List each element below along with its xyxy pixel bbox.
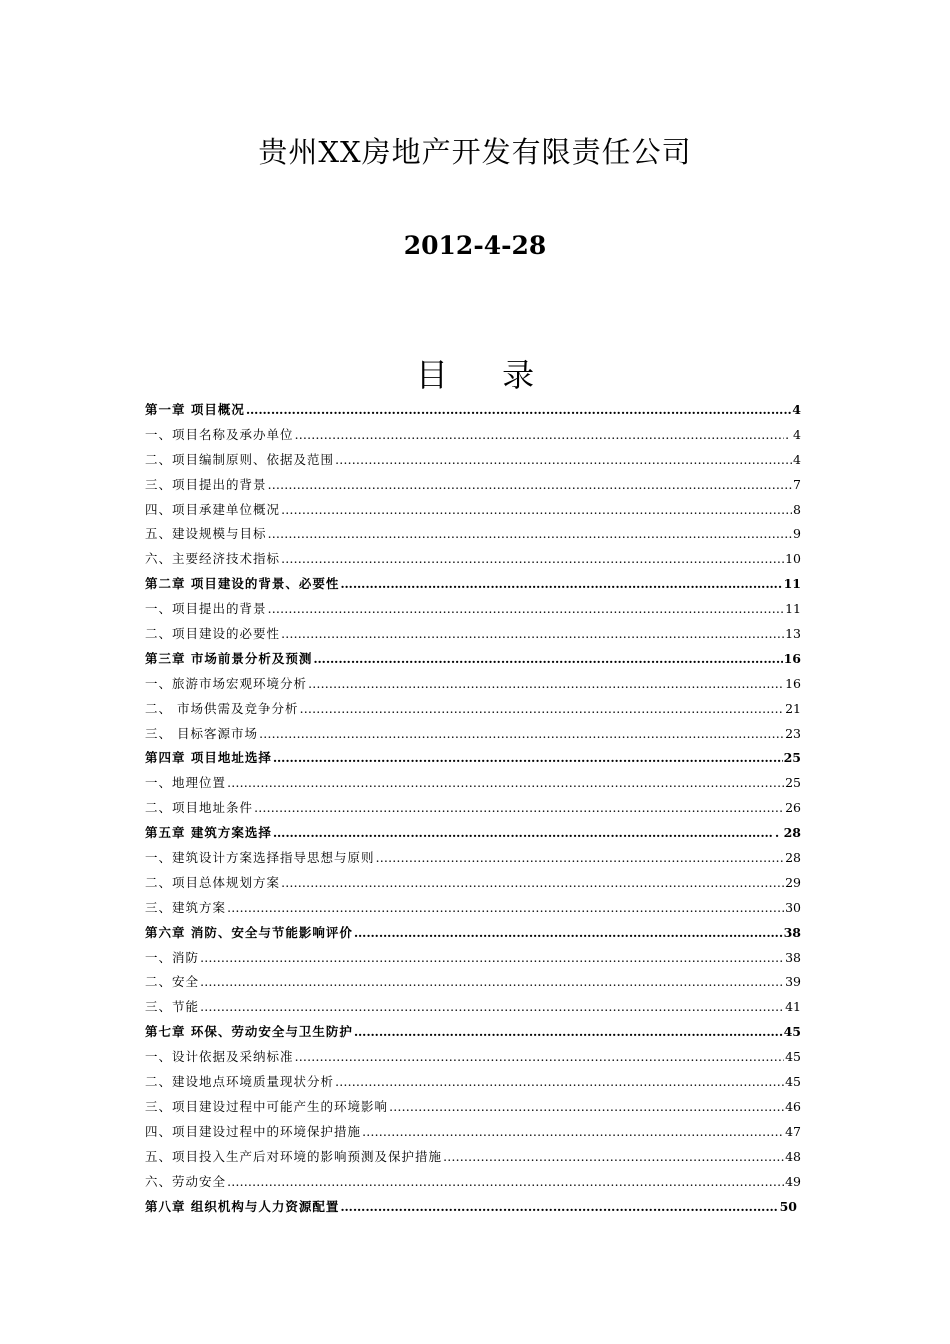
toc-section-entry[interactable] [145, 846, 801, 871]
toc-entry-label: 三、节能 [145, 999, 200, 1015]
toc-dot-leader [313, 647, 782, 672]
toc-dot-leader [389, 1095, 784, 1120]
toc-section-entry[interactable] [145, 522, 801, 547]
toc-section-entry[interactable] [145, 1070, 801, 1095]
toc-entry-label: 一、项目提出的背景 [145, 601, 267, 617]
toc-entry-label: 第七章 环保、劳动安全与卫生防护 [145, 1024, 353, 1040]
toc-entry-page-number: 45 [785, 1074, 801, 1090]
toc-entry-label: 三、建筑方案 [145, 899, 227, 915]
toc-section-entry[interactable] [145, 672, 801, 697]
toc-entry-label: 三、 目标客源市场 [145, 725, 258, 741]
toc-dot-leader [227, 1170, 784, 1195]
toc-section-entry[interactable] [145, 946, 801, 971]
toc-entry-page-number: 16 [783, 650, 801, 666]
toc-entry-label: 第八章 组织机构与人力资源配置 [145, 1198, 340, 1214]
toc-entry-page-number: 45 [785, 1049, 801, 1065]
document-date: 2012-4-28 [403, 231, 547, 260]
toc-dot-leader [340, 1195, 778, 1220]
toc-section-entry[interactable] [145, 597, 801, 622]
toc-dot-leader [308, 672, 784, 697]
toc-entry-label: 第六章 消防、安全与节能影响评价 [145, 924, 353, 940]
toc-dot-leader [259, 722, 784, 747]
toc-entry-label: 六、主要经济技术指标 [145, 551, 281, 567]
toc-entry-page-number: 48 [785, 1148, 801, 1164]
toc-chapter-entry[interactable] [145, 821, 801, 846]
toc-entry-label: 一、地理位置 [145, 775, 227, 791]
toc-dot-leader [200, 946, 784, 971]
toc-section-entry[interactable] [145, 498, 801, 523]
toc-dot-leader [295, 423, 785, 448]
toc-entry-page-number: 4 [793, 451, 801, 467]
toc-dot-leader [340, 572, 782, 597]
toc-dot-leader [200, 995, 784, 1020]
toc-entry-page-number: 10 [785, 551, 801, 567]
toc-section-entry[interactable] [145, 1120, 801, 1145]
toc-dot-leader [273, 746, 783, 771]
toc-section-entry[interactable] [145, 547, 801, 572]
toc-dot-leader [273, 821, 774, 846]
toc-dot-leader [227, 896, 784, 921]
toc-entry-label: 第三章 市场前景分析及预测 [145, 650, 313, 666]
toc-entry-page-number: 25 [783, 750, 801, 766]
toc-dot-leader [335, 448, 792, 473]
toc-chapter-entry[interactable] [145, 1020, 801, 1045]
toc-chapter-entry[interactable] [145, 398, 801, 423]
toc-entry-label: 第四章 项目地址选择 [145, 750, 272, 766]
toc-entry-label: 一、项目名称及承办单位 [145, 426, 294, 442]
toc-entry-page-number: 21 [785, 700, 801, 716]
toc-entry-label: 五、项目投入生产后对环境的影响预测及保护措施 [145, 1148, 443, 1164]
toc-entry-page-number: 47 [785, 1123, 801, 1139]
toc-dot-leader [376, 846, 785, 871]
toc-section-entry[interactable] [145, 796, 801, 821]
toc-dot-leader [200, 970, 784, 995]
toc-entry-label: 二、安全 [145, 974, 200, 990]
toc-entry-page-number: 30 [785, 899, 801, 915]
toc-entry-label: 三、项目建设过程中可能产生的环境影响 [145, 1098, 389, 1114]
toc-dot-leader [254, 796, 784, 821]
toc-entry-page-number: 11 [783, 576, 801, 592]
toc-section-entry[interactable] [145, 1045, 801, 1070]
toc-entry-label: 三、项目提出的背景 [145, 476, 267, 492]
toc-entry-page-number: 49 [785, 1173, 801, 1189]
toc-entry-page-number: 13 [785, 626, 801, 642]
toc-entry-label: 一、旅游市场宏观环境分析 [145, 675, 308, 691]
toc-dot-leader [268, 473, 793, 498]
toc-chapter-entry[interactable] [145, 1195, 797, 1220]
company-title: 贵州XX房地产开发有限责任公司 [258, 135, 692, 169]
toc-entry-page-number: 16 [785, 675, 801, 691]
toc-entry-page-number: 28 [785, 850, 801, 866]
toc-dot-leader [354, 921, 783, 946]
toc-section-entry[interactable] [145, 970, 801, 995]
toc-entry-label: 四、项目建设过程中的环境保护措施 [145, 1123, 362, 1139]
toc-section-entry[interactable] [145, 1145, 801, 1170]
toc-section-entry[interactable] [145, 722, 801, 747]
toc-dot-leader [227, 771, 784, 796]
toc-entry-label: 二、建设地点环境质量现状分析 [145, 1074, 335, 1090]
toc-dot-leader [295, 1045, 785, 1070]
toc-section-entry[interactable] [145, 995, 801, 1020]
toc-entry-page-number: 11 [785, 601, 801, 617]
toc-entry-page-number: 41 [785, 999, 801, 1015]
toc-entry-label: 第五章 建筑方案选择 [145, 825, 272, 841]
toc-entry-label: 一、设计依据及采纳标准 [145, 1049, 294, 1065]
toc-entry-label: 五、建设规模与目标 [145, 526, 267, 542]
toc-dot-leader [299, 697, 784, 722]
toc-dot-leader [281, 871, 784, 896]
toc-entry-label: 二、项目建设的必要性 [145, 626, 281, 642]
toc-entry-page-number: 38 [783, 924, 801, 940]
toc-entry-label: 二、 市场供需及竞争分析 [145, 700, 299, 716]
toc-entry-page-number: 26 [785, 800, 801, 816]
toc-dot-leader [335, 1070, 784, 1095]
toc-entry-page-number: 45 [783, 1024, 801, 1040]
toc-entry-page-number: 29 [785, 874, 801, 890]
toc-dot-leader [268, 522, 793, 547]
toc-dot-leader [281, 498, 792, 523]
toc-entry-label: 六、劳动安全 [145, 1173, 227, 1189]
toc-entry-label: 四、项目承建单位概况 [145, 501, 281, 517]
toc-dot-leader [246, 398, 791, 423]
toc-entry-label: 二、项目编制原则、依据及范围 [145, 451, 335, 467]
toc-entry-page-number: 50 [779, 1198, 797, 1214]
toc-dot-leader [362, 1120, 784, 1145]
toc-heading: 目 录 [415, 356, 557, 394]
toc-entry-label: 二、项目地址条件 [145, 800, 254, 816]
toc-entry-label: 第一章 项目概况 [145, 402, 245, 417]
toc-chapter-entry[interactable] [145, 572, 801, 597]
toc-section-entry[interactable] [145, 771, 801, 796]
toc-dot-leader [443, 1145, 784, 1170]
toc-section-entry[interactable] [145, 473, 801, 498]
toc-dot-leader [268, 597, 785, 622]
toc-entry-page-number: 39 [785, 974, 801, 990]
toc-section-entry[interactable] [145, 871, 801, 896]
table-of-contents [145, 398, 801, 1219]
toc-chapter-entry[interactable] [145, 921, 801, 946]
toc-entry-label: 二、项目总体规划方案 [145, 874, 281, 890]
toc-section-entry[interactable] [145, 622, 801, 647]
toc-entry-page-number: 25 [785, 775, 801, 791]
toc-dot-leader [354, 1020, 783, 1045]
toc-entry-page-number: 4 [792, 402, 801, 417]
toc-chapter-entry[interactable] [145, 746, 801, 771]
toc-entry-label: 一、消防 [145, 949, 200, 965]
toc-entry-page-number: 7 [793, 476, 801, 492]
toc-chapter-entry[interactable] [145, 647, 801, 672]
toc-entry-page-number: 9 [793, 526, 801, 542]
toc-entry-page-number: 38 [785, 949, 801, 965]
toc-entry-page-number: . 4 [785, 426, 801, 442]
toc-entry-page-number: 8 [793, 501, 801, 517]
toc-entry-page-number: 46 [785, 1098, 801, 1114]
toc-entry-page-number: . 28 [774, 825, 801, 841]
toc-section-entry[interactable] [145, 1170, 801, 1195]
toc-dot-leader [281, 622, 784, 647]
toc-section-entry[interactable] [145, 448, 801, 473]
toc-section-entry[interactable] [145, 423, 801, 448]
toc-section-entry[interactable] [145, 896, 801, 921]
toc-entry-page-number: 23 [785, 725, 801, 741]
toc-dot-leader [281, 547, 784, 572]
toc-section-entry[interactable] [145, 1095, 801, 1120]
toc-entry-label: 一、建筑设计方案选择指导思想与原则 [145, 850, 375, 866]
toc-entry-label: 第二章 项目建设的背景、必要性 [145, 576, 340, 592]
toc-section-entry[interactable] [145, 697, 801, 722]
